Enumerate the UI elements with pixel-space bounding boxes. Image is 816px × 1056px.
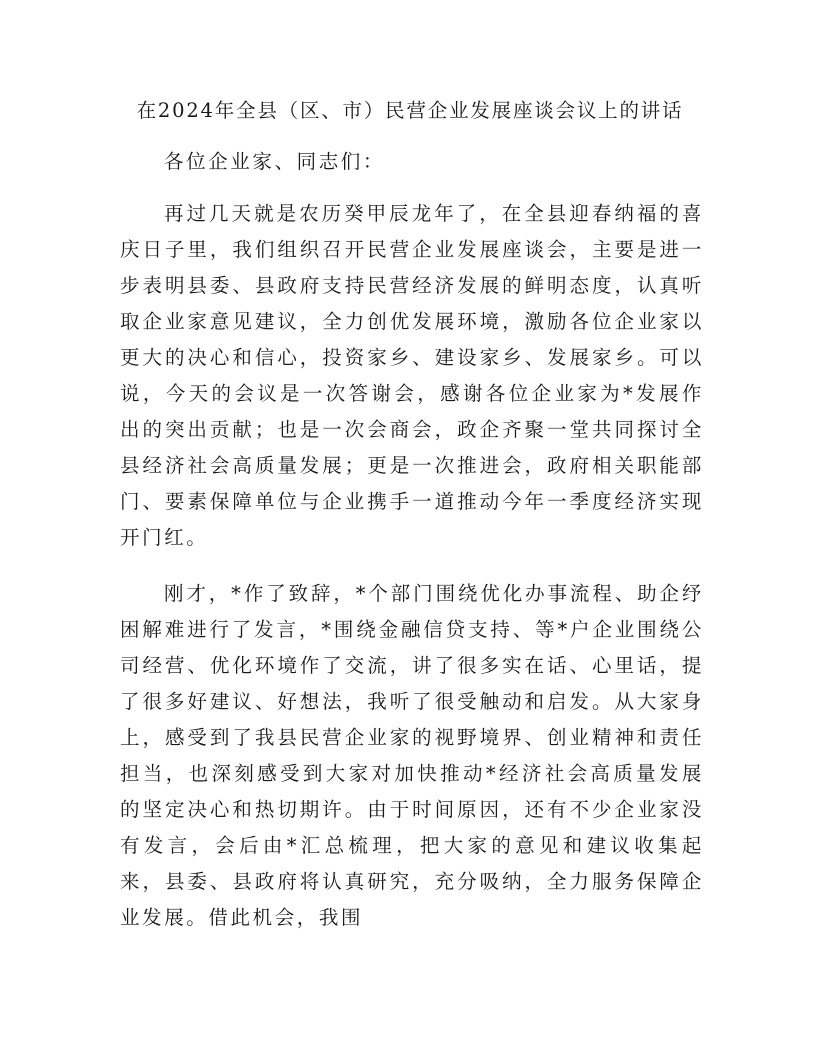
greeting: 各位企业家、同志们： [164, 150, 386, 173]
document-body [120, 93, 704, 936]
paragraph-2: 刚才，*作了致辞，*个部门围绕优化办事流程、助企纾困解难进行了发言，*围绕金融信贷支持、等*户企业围绕公司经营、优化环境作了交流，讲了很多实在话、心里话，提了很多好建议、好想法，我听了很受触动和启发。从大家身上，感受到了我县民营企业家的视野境界、创业精神和责任担当，也深刻感受到大家对加快推动*经济社会高质量发展的坚定决心和热切期许。由于时间原因，还有不少企业家没有发言，会后由*汇总梳理，把大家的意见和建议收集起来，县委、县政府将认真研究，充分吸纳，全力服务保障企业发展。借此机会，我围 [120, 582, 704, 929]
document-title: 在2024年全县（区、市）民营企业发展座谈会议上的讲话 [136, 99, 684, 122]
paragraph-1: 再过几天就是农历癸甲辰龙年了，在全县迎春纳福的喜庆日子里，我们组织召开民营企业发展座谈会，主要是进一步表明县委、县政府支持民营经济发展的鲜明态度，认真听取企业家意见建议，全力创优发展环境，激励各位企业家以更大的决心和信心，投资家乡、建设家乡、发展家乡。可以说，今天的会议是一次答谢会，感谢各位企业家为*发展作出的突出贡献；也是一次会商会，政企齐聚一堂共同探讨全县经济社会高质量发展；更是一次推进会，政府相关职能部门、要素保障单位与企业携手一道推动今年一季度经济实现开门红。 [120, 202, 704, 549]
